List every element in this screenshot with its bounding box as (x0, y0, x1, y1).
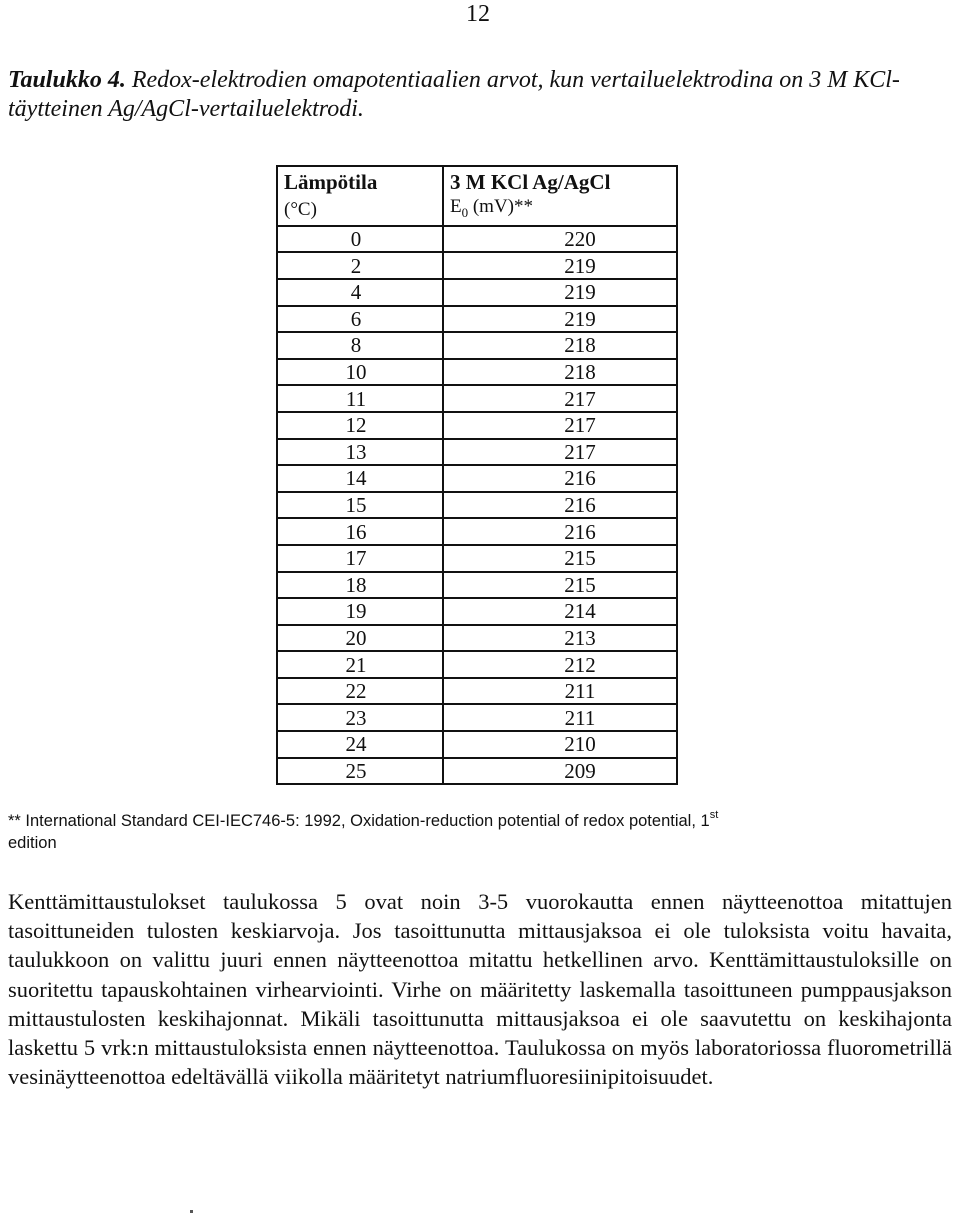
table-row (277, 758, 677, 785)
temperature-cell: 13 (277, 439, 443, 466)
temperature-cell: 0 (277, 226, 443, 253)
redox-potential-table (276, 165, 678, 785)
table-row (277, 598, 677, 625)
table-row (277, 359, 677, 386)
table-caption (8, 66, 953, 124)
temperature-cell: 18 (277, 572, 443, 599)
body-paragraph: Kenttämittaustulokset taulukossa 5 ovat noin 3-5 vuorokautta ennen näytteenottoa mitattujen tasoittuneiden tulosten keskiarvoja. Jos tasoittunutta mittausjaksoa ei ole tuloksista voitu havaita, taulukkoon on valittu juuri ennen näytteenottoa mitattu hetkellinen arvo. Kenttämittaustuloksille on suoritettu tapauskohtainen virhearviointi. Virhe on määritetty laskemalla tasoittuneen pumppausjakson mittaustulosten keskihajonnat. Mikäli tasoittunutta mittausjaksoa ei ole saavutettu on keskihajonta laskettu 5 vrk:n mittaustuloksista ennen näytteenottoa. Taulukossa on myös laboratoriossa fluorometrillä vesinäytteenottoa edeltävällä viikolla määritetyt natriumfluoresiinipitoisuudet. (8, 889, 952, 1090)
temperature-cell: 19 (277, 598, 443, 625)
header-potential-unit (443, 195, 677, 226)
header-e-symbol: E (450, 196, 462, 217)
potential-cell: 218 (443, 332, 677, 359)
temperature-cell: 4 (277, 279, 443, 306)
header-e-subscript: 0 (461, 204, 469, 220)
table-body (277, 226, 677, 784)
header-temperature-unit: (°C) (277, 195, 443, 226)
table-row (277, 332, 677, 359)
potential-cell: 218 (443, 359, 677, 386)
caption-lead: Taulukko 4. (8, 67, 126, 93)
table-row (277, 518, 677, 545)
potential-cell: 211 (443, 704, 677, 731)
potential-cell: 214 (443, 598, 677, 625)
caption-text: Redox-elektrodien omapotentiaalien arvot, kun vertailuelektrodina on 3 M KCl-täytteinen Ag/AgCl-vertailuelektrodi. (8, 67, 900, 122)
table-row (277, 439, 677, 466)
temperature-cell: 25 (277, 758, 443, 785)
potential-cell: 217 (443, 439, 677, 466)
table-row (277, 625, 677, 652)
potential-cell: 217 (443, 412, 677, 439)
header-electrode: 3 M KCl Ag/AgCl (443, 166, 677, 195)
temperature-cell: 21 (277, 651, 443, 678)
table-row (277, 704, 677, 731)
header-mv-label: (mV)** (468, 196, 534, 217)
table-row (277, 678, 677, 705)
potential-cell: 216 (443, 518, 677, 545)
table-row (277, 306, 677, 333)
table-row (277, 385, 677, 412)
potential-cell: 219 (443, 252, 677, 279)
potential-cell: 216 (443, 492, 677, 519)
table-row (277, 492, 677, 519)
potential-cell: 216 (443, 465, 677, 492)
footnote-text: ** International Standard CEI-IEC746-5: 1992, Oxidation-reduction potential of redox potential, 1 (8, 812, 710, 830)
table-row (277, 252, 677, 279)
temperature-cell: 16 (277, 518, 443, 545)
footnote (8, 810, 953, 854)
potential-cell: 220 (443, 226, 677, 253)
scan-dot (190, 1210, 193, 1213)
temperature-cell: 11 (277, 385, 443, 412)
table-row (277, 572, 677, 599)
potential-cell: 210 (443, 731, 677, 758)
footnote-superscript: st (709, 809, 719, 821)
temperature-cell: 15 (277, 492, 443, 519)
potential-cell: 219 (443, 279, 677, 306)
potential-cell: 219 (443, 306, 677, 333)
header-temperature: Lämpötila (277, 166, 443, 195)
page-number: 12 (466, 1, 490, 27)
temperature-cell: 14 (277, 465, 443, 492)
temperature-cell: 8 (277, 332, 443, 359)
table-row (277, 465, 677, 492)
potential-cell: 211 (443, 678, 677, 705)
potential-cell: 215 (443, 545, 677, 572)
potential-cell: 215 (443, 572, 677, 599)
temperature-cell: 10 (277, 359, 443, 386)
table-header-row (277, 166, 677, 195)
potential-cell: 213 (443, 625, 677, 652)
table-row (277, 545, 677, 572)
table-header-units-row (277, 195, 677, 226)
potential-cell: 217 (443, 385, 677, 412)
temperature-cell: 2 (277, 252, 443, 279)
temperature-cell: 17 (277, 545, 443, 572)
temperature-cell: 22 (277, 678, 443, 705)
table-row (277, 226, 677, 253)
table-row (277, 651, 677, 678)
footnote-tail: edition (8, 834, 57, 852)
potential-cell: 209 (443, 758, 677, 785)
table-row (277, 412, 677, 439)
temperature-cell: 23 (277, 704, 443, 731)
potential-cell: 212 (443, 651, 677, 678)
temperature-cell: 12 (277, 412, 443, 439)
temperature-cell: 24 (277, 731, 443, 758)
temperature-cell: 20 (277, 625, 443, 652)
table-row (277, 731, 677, 758)
table-row (277, 279, 677, 306)
temperature-cell: 6 (277, 306, 443, 333)
